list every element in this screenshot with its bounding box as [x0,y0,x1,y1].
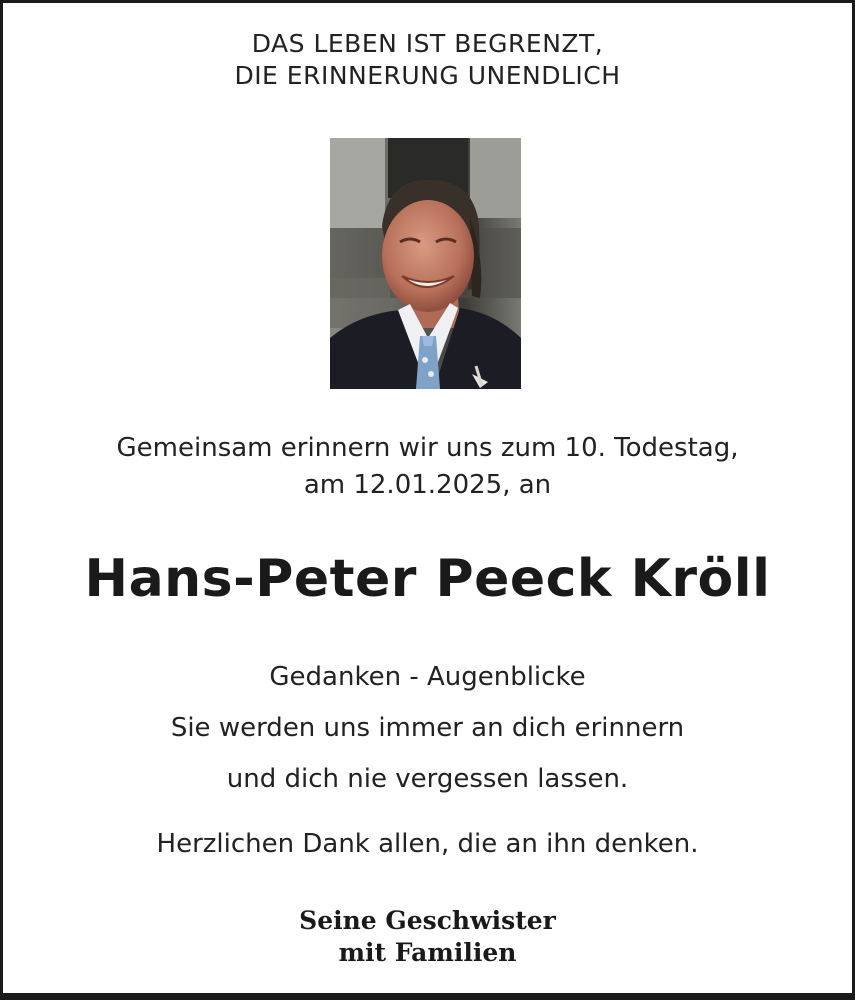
verse [0,652,855,805]
signature-line-2: mit Familien [338,938,517,967]
signature [0,905,855,969]
thanks-text: Herzlichen Dank allen, die an ihn denken. [156,829,699,859]
motto [0,28,855,92]
intro-line-1: Gemeinsam erinnern wir uns zum 10. Todestag, [116,433,739,463]
verse-line-2: Sie werden uns immer an dich erinnern [170,713,685,743]
motto-line-1: DAS LEBEN IST BEGRENZT, [251,29,604,58]
intro-text [0,430,855,504]
verse-line-3: und dich nie vergessen lassen. [226,764,629,794]
deceased-name: Hans-Peter Peeck Kröll [84,549,771,609]
verse-line-1: Gedanken - Augenblicke [269,662,586,692]
motto-line-2: DIE ERINNERUNG UNENDLICH [234,61,621,90]
signature-line-1: Seine Geschwister [299,906,556,935]
intro-line-2: am 12.01.2025, an [303,470,552,500]
portrait-photo [330,138,521,389]
